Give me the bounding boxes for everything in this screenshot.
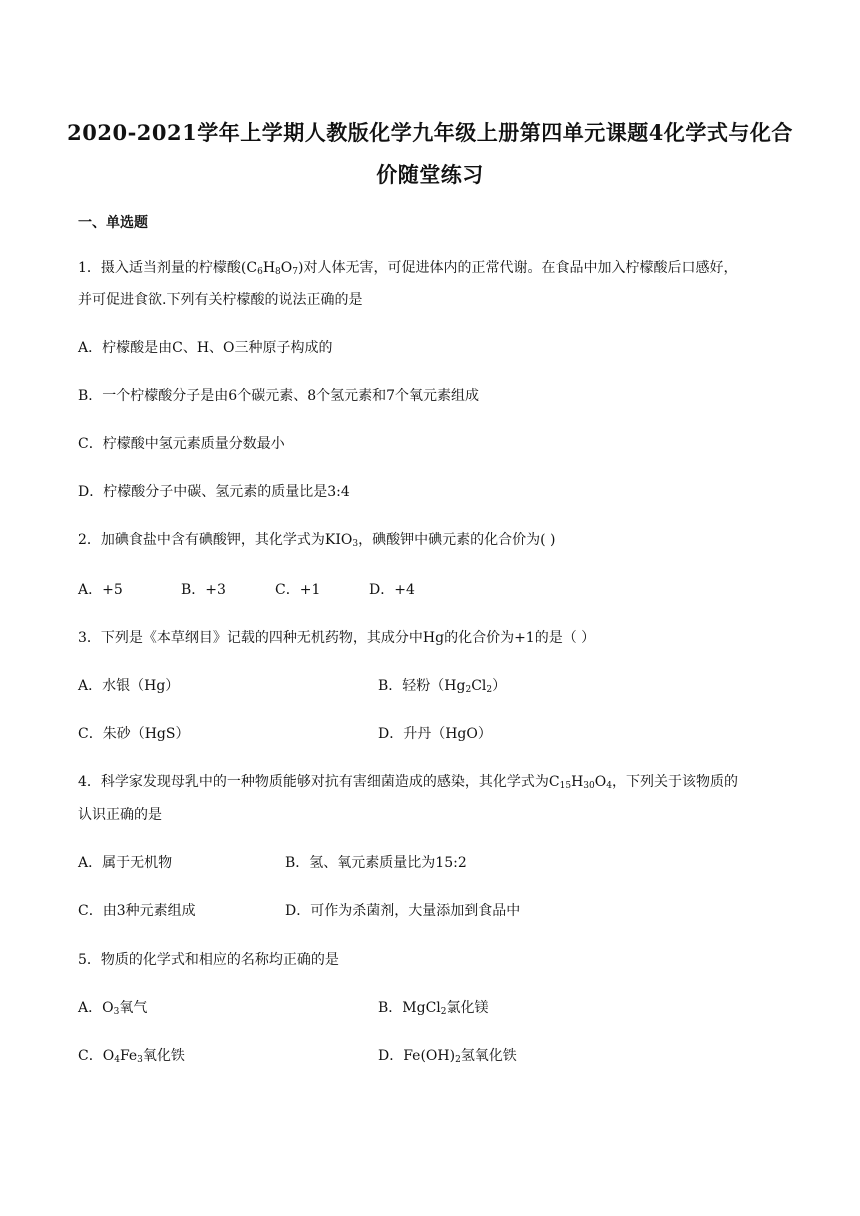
- question-1-option-b[interactable]: B．一个柠檬酸分子是由6个碳元素、8个氢元素和7个氧元素组成: [78, 388, 480, 404]
- question-2-option-b[interactable]: B．+3: [181, 582, 226, 598]
- question-3-option-a[interactable]: A．水银（Hg）: [78, 678, 180, 694]
- question-4-option-d[interactable]: D．可作为杀菌剂，大量添加到食品中: [285, 903, 521, 919]
- question-4-option-b[interactable]: B．氢、氧元素质量比为15:2: [285, 855, 467, 871]
- question-3-option-d[interactable]: D．升丹（HgO）: [378, 726, 492, 742]
- question-4-stem-line-1: 4．科学家发现母乳中的一种物质能够对抗有害细菌造成的感染，其化学式为$C_{15}H_{30}O_4$，下列关于该物质的: [78, 774, 738, 791]
- question-1-option-a[interactable]: A．柠檬酸是由C、H、O三种原子构成的: [78, 340, 333, 356]
- question-5-option-d[interactable]: D．$Fe(OH)_2$氢氧化铁: [378, 1048, 517, 1065]
- question-1-option-d[interactable]: D．柠檬酸分子中碳、氢元素的质量比是3:4: [78, 484, 350, 500]
- question-1-option-c[interactable]: C．柠檬酸中氢元素质量分数最小: [78, 436, 285, 452]
- question-2-option-d[interactable]: D．+4: [369, 582, 415, 598]
- question-5-stem: 5．物质的化学式和相应的名称均正确的是: [78, 952, 339, 968]
- question-2-option-a[interactable]: A．+5: [78, 582, 123, 598]
- question-3-option-c[interactable]: C．朱砂（HgS）: [78, 726, 190, 742]
- question-1-stem-line-1: 1．摄入适当剂量的柠檬酸$(C_6H_8O_7)$对人体无害，可促进体内的正常代谢。在食品中加入柠檬酸后口感好，: [78, 260, 738, 277]
- question-2-option-c[interactable]: C．+1: [275, 582, 321, 598]
- question-4-option-a[interactable]: A．属于无机物: [78, 855, 173, 871]
- question-5-option-c[interactable]: C．$O_4Fe_3$氧化铁: [78, 1048, 185, 1065]
- question-1-stem-line-2: 并可促进食欲.下列有关柠檬酸的说法正确的是: [78, 292, 363, 308]
- question-3-stem: 3．下列是《本草纲目》记载的四种无机药物，其成分中Hg的化合价为+1的是（ ）: [78, 630, 596, 646]
- question-4-option-c[interactable]: C．由3种元素组成: [78, 903, 196, 919]
- question-2-stem: 2．加碘食盐中含有碘酸钾，其化学式为$KIO_3$，碘酸钾中碘元素的化合价为( ): [78, 532, 556, 549]
- document-title-line-1: 2020-2021学年上学期人教版化学九年级上册第四单元课题4化学式与化合: [67, 120, 793, 145]
- document-title-line-2: 价随堂练习: [376, 162, 484, 187]
- question-3-option-b[interactable]: B．轻粉$(Hg_2Cl_2)$: [378, 678, 507, 695]
- section-heading: 一、单选题: [78, 215, 148, 231]
- question-5-option-b[interactable]: B．MgCl$_2$氯化镁: [378, 1000, 489, 1017]
- question-4-stem-line-2: 认识正确的是: [78, 807, 162, 823]
- question-5-option-a[interactable]: A．$O_3$氧气: [78, 1000, 148, 1017]
